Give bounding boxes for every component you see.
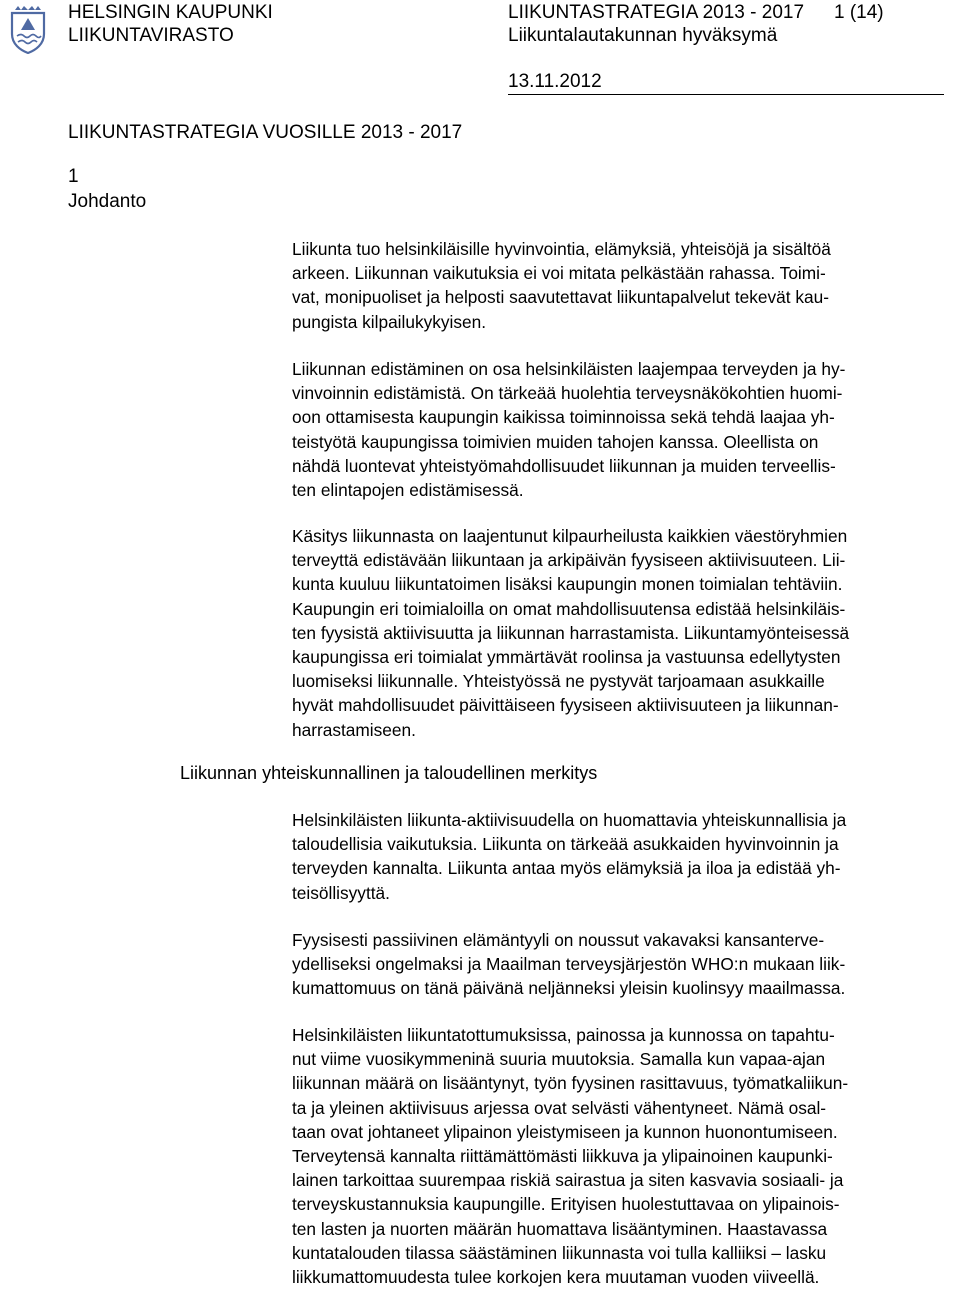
- paragraph: Helsinkiläisten liikuntatottumuksissa, painossa ja kunnossa on tapahtu- nut viime vuosikymmeninä suuria muutoksia. Samalla kun vapaa-ajan liikunnan määrä on lisääntynyt, työn fyysinen rasittavuus, työmatkaliikun- ta ja yleinen aktiivisuus arjessa ovat selvästi vähentyneet. Nämä osal- taan ovat johtaneet ylipainon yleistymiseen ja kunnon huonontumiseen. Terveytensä kannalta riittämättömästi liikkuva ja ylipainoinen kaupunki- lainen tarkoittaa suurempaa riskiä sairastua ja siten kasvavia sosiaali- ja terveyskustannuksia kaupungille. Erityisen huolestuttavaa on ylipainois- ten lasten ja nuorten määrän huomattava lisääntyminen. Haastavassa kuntatalouden tilassa säästäminen liikunnasta voi tulla kalliiksi – lasku liikkumattomuudesta tulee korkojen kera muutaman vuoden viiveellä.: [292, 1025, 849, 1288]
- section-heading: Johdanto: [68, 191, 147, 212]
- paragraph: Liikunnan edistäminen on osa helsinkiläisten laajempaa terveyden ja hy- vinvoinnin edistämistä. On tärkeää huolehtia terveysnäkökohtien huomi- oon ottamisesta kaupungin kaikissa toiminnoissa sekä tehdä laajaa yh- teistyötä kaupungissa toimivien muiden tahojen kanssa. Oleellista on nähdä luontevat yhteistyömahdollisuudet liikunnan ja muiden terveellis- ten elintapojen edistämisessä.: [292, 359, 846, 501]
- helsinki-crest-icon: [8, 6, 48, 54]
- header-approval: Liikuntalautakunnan hyväksymä: [508, 25, 778, 46]
- subsection-heading: Liikunnan yhteiskunnallinen ja taloudellinen merkitys: [180, 763, 598, 783]
- paragraph: Helsinkiläisten liikunta-aktiivisuudella on huomattavia yhteiskunnallisia ja taloudellisia vaikutuksia. Liikunta on tärkeää asukkaiden hyvinvoinnin ja terveyden kannalta. Liikunta antaa myös elämyksiä ja iloa ja edistää yh- teisöllisyyttä.: [292, 810, 847, 903]
- paragraph: Fyysisesti passiivinen elämäntyyli on noussut vakavaksi kansanterve- ydelliseksi ongelmaksi ja Maailman terveysjärjestön WHO:n mukaan liik- kumattomuus on tänä päivänä neljänneksi yleisin kuolinsyy maailmassa.: [292, 930, 846, 999]
- header-date: 13.11.2012: [508, 71, 602, 92]
- header-divider: [508, 94, 944, 95]
- header-org-name: HELSINGIN KAUPUNKI: [68, 2, 273, 23]
- paragraph: Käsitys liikunnasta on laajentunut kilpaurheilusta kaikkien väestöryhmien terveyttä edistävään liikuntaan ja arkipäivän fyysiseen aktiivisuuteen. Lii- kunta kuuluu liikuntatoimen lisäksi kaupungin monen toimialan tehtäviin. Kaupungin eri toimialoilla on omat mahdollisuutensa edistää helsinkiläis- ten fyysistä aktiivisuutta ja liikunnan harrastamista. Liikuntamyönteisessä kaupungissa eri toimialat ymmärtävät roolinsa ja vastuunsa edellytysten luomiseksi liikunnalle. Yhteistyössä ne pystyvät tarjoamaan asukkaille hyvät mahdollisuudet päivittäiseen fyysiseen aktiivisuuteen ja liikunnan- harrastamiseen.: [292, 526, 850, 740]
- document-title: LIIKUNTASTRATEGIA VUOSILLE 2013 - 2017: [68, 122, 463, 143]
- header-department: LIIKUNTAVIRASTO: [68, 25, 234, 46]
- paragraph: Liikunta tuo helsinkiläisille hyvinvointia, elämyksiä, yhteisöjä ja sisältöä arkeen. Liikunnan vaikutuksia ei voi mitata pelkästään rahassa. Toimi- vat, monipuoliset ja helposti saavutettavat liikuntapalvelut tekevät kau- pungista kilpailukykyisen.: [292, 239, 831, 332]
- header-page-indicator: 1 (14): [834, 2, 884, 23]
- header-doc-title: LIIKUNTASTRATEGIA 2013 - 2017: [508, 2, 805, 23]
- section-number: 1: [68, 166, 79, 187]
